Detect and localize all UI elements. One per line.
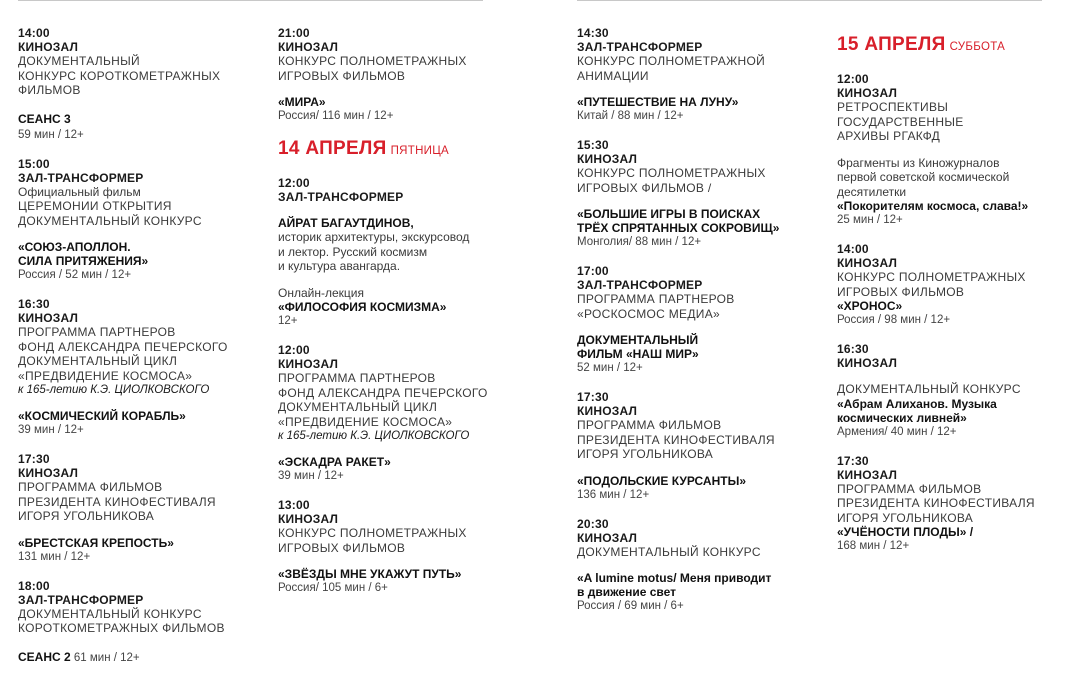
session-time: 15:00: [18, 156, 50, 171]
schedule-entry: [278, 176, 528, 329]
program-line: ИГОРЯ УГОЛЬНИКОВА: [837, 510, 974, 525]
schedule-entry: [278, 26, 528, 124]
film-title: ДОКУМЕНТАЛЬНЫЙ: [577, 333, 699, 347]
session-note: историк архитектуры, экскурсовод: [278, 230, 470, 244]
program-line: ПРОГРАММА ФИЛЬМОВ: [837, 481, 982, 496]
session-time: 14:30: [577, 26, 609, 40]
screening-line: [18, 110, 268, 128]
spacer: [18, 397, 268, 409]
screening-line: [18, 648, 268, 666]
film-meta: 39 мин / 12+: [278, 470, 344, 482]
program-line: ДОКУМЕНТАЛЬНЫЙ ЦИКЛ: [18, 354, 178, 368]
film-title: «УЧЁНОСТИ ПЛОДЫ» /: [837, 525, 974, 539]
film-meta: 131 мин / 12+: [18, 550, 91, 563]
program-line: ИГРОВЫХ ФИЛЬМОВ /: [577, 180, 712, 195]
day-date: 14 АПРЕЛЯ: [278, 138, 387, 159]
session-note: и лектор. Русский космизм: [278, 244, 428, 259]
schedule-entry: [18, 452, 268, 565]
film-meta: 136 мин / 12+: [577, 488, 650, 501]
session-venue: ЗАЛ-ТРАНСФОРМЕР: [278, 190, 404, 204]
program-line: ПРОГРАММА ФИЛЬМОВ: [18, 480, 163, 494]
program-line: ДОКУМЕНТАЛЬНЫЙ КОНКУРС: [837, 382, 1021, 396]
schedule-entry: [18, 297, 268, 438]
film-title: «Абрам Алиханов. Музыка: [837, 396, 997, 411]
session-time: 17:30: [18, 452, 50, 466]
session-venue: ЗАЛ-ТРАНСФОРМЕР: [18, 592, 144, 607]
top-rule-right: [577, 0, 1042, 1]
schedule-column-2: [278, 26, 528, 610]
program-line: АНИМАЦИИ: [577, 68, 649, 83]
session-time: 12:00: [278, 343, 310, 357]
film-title: «ХРОНОС»: [837, 299, 903, 313]
day-weekday: ПЯТНИЦА: [390, 145, 450, 157]
spacer: [577, 195, 827, 207]
session-time: 14:00: [837, 242, 869, 256]
session-venue: КИНОЗАЛ: [18, 466, 79, 480]
program-line: ДОКУМЕНТАЛЬНЫЙ КОНКУРС: [577, 544, 761, 559]
film-title: «ПОДОЛЬСКИЕ КУРСАНТЫ»: [577, 473, 747, 488]
film-meta: Россия / 98 мин / 12+: [837, 314, 951, 326]
spacer: [577, 462, 827, 474]
schedule-entry: [577, 26, 827, 124]
film-meta: Россия / 69 мин / 6+: [577, 600, 684, 612]
schedule-entry: [278, 343, 528, 484]
film-meta: 12+: [278, 315, 298, 327]
session-time: 16:30: [18, 297, 50, 311]
session-venue: КИНОЗАЛ: [837, 86, 898, 100]
program-line: ПРОГРАММА ПАРТНЕРОВ: [278, 371, 436, 385]
schedule-entry: [577, 138, 827, 250]
program-line: КОНКУРС ПОЛНОМЕТРАЖНЫХ: [837, 270, 1026, 284]
session-time: 12:00: [278, 176, 310, 190]
schedule-entry: [577, 264, 827, 376]
schedule-entry: [18, 579, 268, 666]
program-line: ЦЕРЕМОНИИ ОТКРЫТИЯ: [18, 199, 172, 213]
anniversary-note: к 165-летию К.Э. ЦИОЛКОВСКОГО: [18, 384, 210, 396]
film-title: ФИЛЬМ «НАШ МИР»: [577, 347, 699, 361]
day-date: 15 АПРЕЛЯ: [837, 34, 946, 55]
session-time: 20:30: [577, 516, 609, 531]
program-line: ДОКУМЕНТАЛЬНЫЙ КОНКУРС: [18, 606, 202, 621]
program-line: «РОСКОСМОС МЕДИА»: [577, 306, 720, 321]
session-note: десятилетки: [837, 184, 907, 199]
schedule-column-1: [18, 26, 268, 680]
spacer: [577, 321, 827, 333]
session-note: первой советской космической: [837, 170, 1010, 184]
day-weekday: СУББОТА: [949, 41, 1006, 53]
program-line: ПРЕЗИДЕНТА КИНОФЕСТИВАЛЯ: [18, 494, 216, 509]
film-title: «СОЮЗ-АПОЛЛОН.: [18, 240, 131, 254]
program-line: ФОНД АЛЕКСАНДРА ПЕЧЕРСКОГО: [278, 385, 488, 400]
film-title: «МИРА»: [278, 95, 326, 109]
film-title: космических ливней»: [837, 410, 967, 425]
film-meta: 25 мин / 12+: [837, 214, 903, 226]
program-line: КОНКУРС ПОЛНОМЕТРАЖНЫХ: [278, 54, 467, 68]
film-meta: 39 мин / 12+: [18, 424, 84, 436]
program-line: ИГРОВЫХ ФИЛЬМОВ: [278, 68, 406, 83]
program-line: ПРЕЗИДЕНТА КИНОФЕСТИВАЛЯ: [837, 496, 1035, 510]
session-venue: КИНОЗАЛ: [18, 311, 79, 325]
program-line: ДОКУМЕНТАЛЬНЫЙ ЦИКЛ: [278, 400, 438, 414]
screening-meta: 61 мин / 12+: [70, 651, 140, 664]
session-venue: КИНОЗАЛ: [577, 530, 638, 545]
film-meta: 59 мин / 12+: [18, 128, 84, 141]
program-line: ИГОРЯ УГОЛЬНИКОВА: [18, 509, 155, 523]
session-venue: ЗАЛ-ТРАНСФОРМЕР: [18, 170, 144, 185]
schedule-entry: [837, 454, 1072, 555]
spacer: [18, 98, 268, 110]
top-rule-left: [18, 0, 483, 1]
film-meta: Россия / 52 мин / 12+: [18, 269, 132, 281]
session-venue: КИНОЗАЛ: [837, 356, 898, 370]
film-title: «ЭСКАДРА РАКЕТ»: [278, 455, 391, 469]
session-venue: КИНОЗАЛ: [837, 467, 898, 482]
program-line: КОНКУРС ПОЛНОМЕТРАЖНОЙ: [577, 54, 766, 68]
spacer: [18, 636, 268, 648]
session-venue: КИНОЗАЛ: [278, 40, 339, 54]
day-heading: [837, 34, 1072, 56]
spacer: [278, 204, 528, 216]
session-time: 15:30: [577, 138, 609, 152]
session-time: 17:30: [837, 453, 869, 468]
program-line: ПРОГРАММА ФИЛЬМОВ: [577, 418, 722, 432]
film-title: «Покорителям космоса, слава!»: [837, 199, 1029, 213]
film-meta: 168 мин / 12+: [837, 540, 910, 552]
session-time: 21:00: [278, 26, 310, 40]
film-title: АЙРАТ БАГАУТДИНОВ,: [278, 216, 414, 230]
schedule-entry: [577, 517, 827, 615]
film-meta: Армения/ 40 мин / 12+: [837, 425, 957, 438]
program-line: ПРОГРАММА ПАРТНЕРОВ: [18, 325, 176, 339]
film-title: «БОЛЬШИЕ ИГРЫ В ПОИСКАХ: [577, 207, 761, 221]
film-title: «ЗВЁЗДЫ МНЕ УКАЖУТ ПУТЬ»: [278, 567, 462, 581]
session-venue: ЗАЛ-ТРАНСФОРМЕР: [577, 278, 703, 292]
film-title: «A lumine motus/ Меня приводит: [577, 571, 772, 585]
film-title: ТРЁХ СПРЯТАННЫХ СОКРОВИЩ»: [577, 221, 780, 235]
program-line: ДОКУМЕНТАЛЬНЫЙ: [18, 54, 140, 68]
film-title: «БРЕСТСКАЯ КРЕПОСТЬ»: [18, 535, 174, 550]
film-title: «ФИЛОСОФИЯ КОСМИЗМА»: [278, 300, 447, 314]
session-time: 14:00: [18, 26, 50, 40]
program-line: КОНКУРС ПОЛНОМЕТРАЖНЫХ: [577, 166, 766, 180]
film-title: СИЛА ПРИТЯЖЕНИЯ»: [18, 254, 149, 268]
program-line: КОНКУРС КОРОТКОМЕТРАЖНЫХ: [18, 68, 221, 83]
film-title: в движение свет: [577, 585, 677, 599]
program-line: ДОКУМЕНТАЛЬНЫЙ КОНКУРС: [18, 213, 202, 228]
program-line: ИГРОВЫХ ФИЛЬМОВ: [278, 540, 406, 555]
schedule-column-4: [837, 26, 1072, 568]
session-note: Фрагменты из Киножурналов: [837, 155, 1000, 170]
spacer: [18, 228, 268, 240]
program-line: РЕТРОСПЕКТИВЫ: [837, 100, 949, 114]
session-venue: КИНОЗАЛ: [837, 256, 898, 270]
session-note: Онлайн-лекция: [278, 285, 364, 300]
session-venue: КИНОЗАЛ: [577, 152, 638, 166]
film-meta: Россия/ 105 мин / 6+: [278, 582, 388, 594]
session-venue: КИНОЗАЛ: [577, 404, 638, 418]
program-line: ИГОРЯ УГОЛЬНИКОВА: [577, 447, 714, 461]
spacer: [837, 370, 1072, 382]
session-time: 12:00: [837, 72, 869, 86]
screening-title: СЕАНС 3: [18, 111, 71, 126]
schedule-entry: [837, 342, 1072, 440]
screening-title: СЕАНС 2: [18, 649, 71, 664]
schedule-entry: [577, 390, 827, 503]
spacer: [278, 443, 528, 455]
session-time: 13:00: [278, 498, 310, 512]
session-time: 17:00: [577, 264, 609, 278]
schedule-column-3: [577, 26, 827, 628]
schedule-entry: [18, 26, 268, 143]
day-heading: [278, 138, 528, 160]
spacer: [18, 524, 268, 536]
session-time: 18:00: [18, 578, 50, 593]
program-line: ФИЛЬМОВ: [18, 83, 81, 97]
session-note: Официальный фильм: [18, 184, 141, 199]
program-line: «ПРЕДВИДЕНИЕ КОСМОСА»: [278, 414, 453, 429]
program-line: ПРЕЗИДЕНТА КИНОФЕСТИВАЛЯ: [577, 432, 775, 447]
program-line: ГОСУДАРСТВЕННЫЕ: [837, 114, 964, 129]
spacer: [278, 274, 528, 286]
session-venue: КИНОЗАЛ: [278, 512, 339, 526]
film-meta: Монголия/ 88 мин / 12+: [577, 236, 702, 248]
film-meta: 52 мин / 12+: [577, 362, 643, 374]
program-line: АРХИВЫ РГАКФД: [837, 129, 941, 143]
film-meta: Россия/ 116 мин / 12+: [278, 110, 394, 122]
spacer: [577, 559, 827, 571]
film-title: «КОСМИЧЕСКИЙ КОРАБЛЬ»: [18, 409, 186, 423]
program-line: «ПРЕДВИДЕНИЕ КОСМОСА»: [18, 368, 193, 383]
session-venue: КИНОЗАЛ: [278, 357, 339, 371]
schedule-entry: [837, 72, 1072, 228]
schedule-entry: [278, 498, 528, 596]
spacer: [837, 144, 1072, 156]
program-line: КОНКУРС ПОЛНОМЕТРАЖНЫХ: [278, 526, 467, 540]
session-time: 17:30: [577, 390, 609, 404]
program-line: ПРОГРАММА ПАРТНЕРОВ: [577, 292, 735, 306]
schedule-entry: [837, 242, 1072, 328]
program-line: ИГРОВЫХ ФИЛЬМОВ: [837, 284, 965, 299]
session-venue: ЗАЛ-ТРАНСФОРМЕР: [577, 40, 703, 54]
program-line: ФОНД АЛЕКСАНДРА ПЕЧЕРСКОГО: [18, 339, 228, 354]
program-line: КОРОТКОМЕТРАЖНЫХ ФИЛЬМОВ: [18, 621, 225, 635]
schedule-entry: [18, 157, 268, 284]
session-note: и культура авангарда.: [278, 259, 401, 273]
spacer: [278, 83, 528, 95]
spacer: [577, 83, 827, 95]
film-title: «ПУТЕШЕСТВИЕ НА ЛУНУ»: [577, 95, 739, 109]
spacer: [278, 555, 528, 567]
anniversary-note: к 165-летию К.Э. ЦИОЛКОВСКОГО: [278, 430, 470, 442]
session-time: 16:30: [837, 342, 869, 356]
session-venue: КИНОЗАЛ: [18, 40, 79, 54]
film-meta: Китай / 88 мин / 12+: [577, 110, 684, 122]
